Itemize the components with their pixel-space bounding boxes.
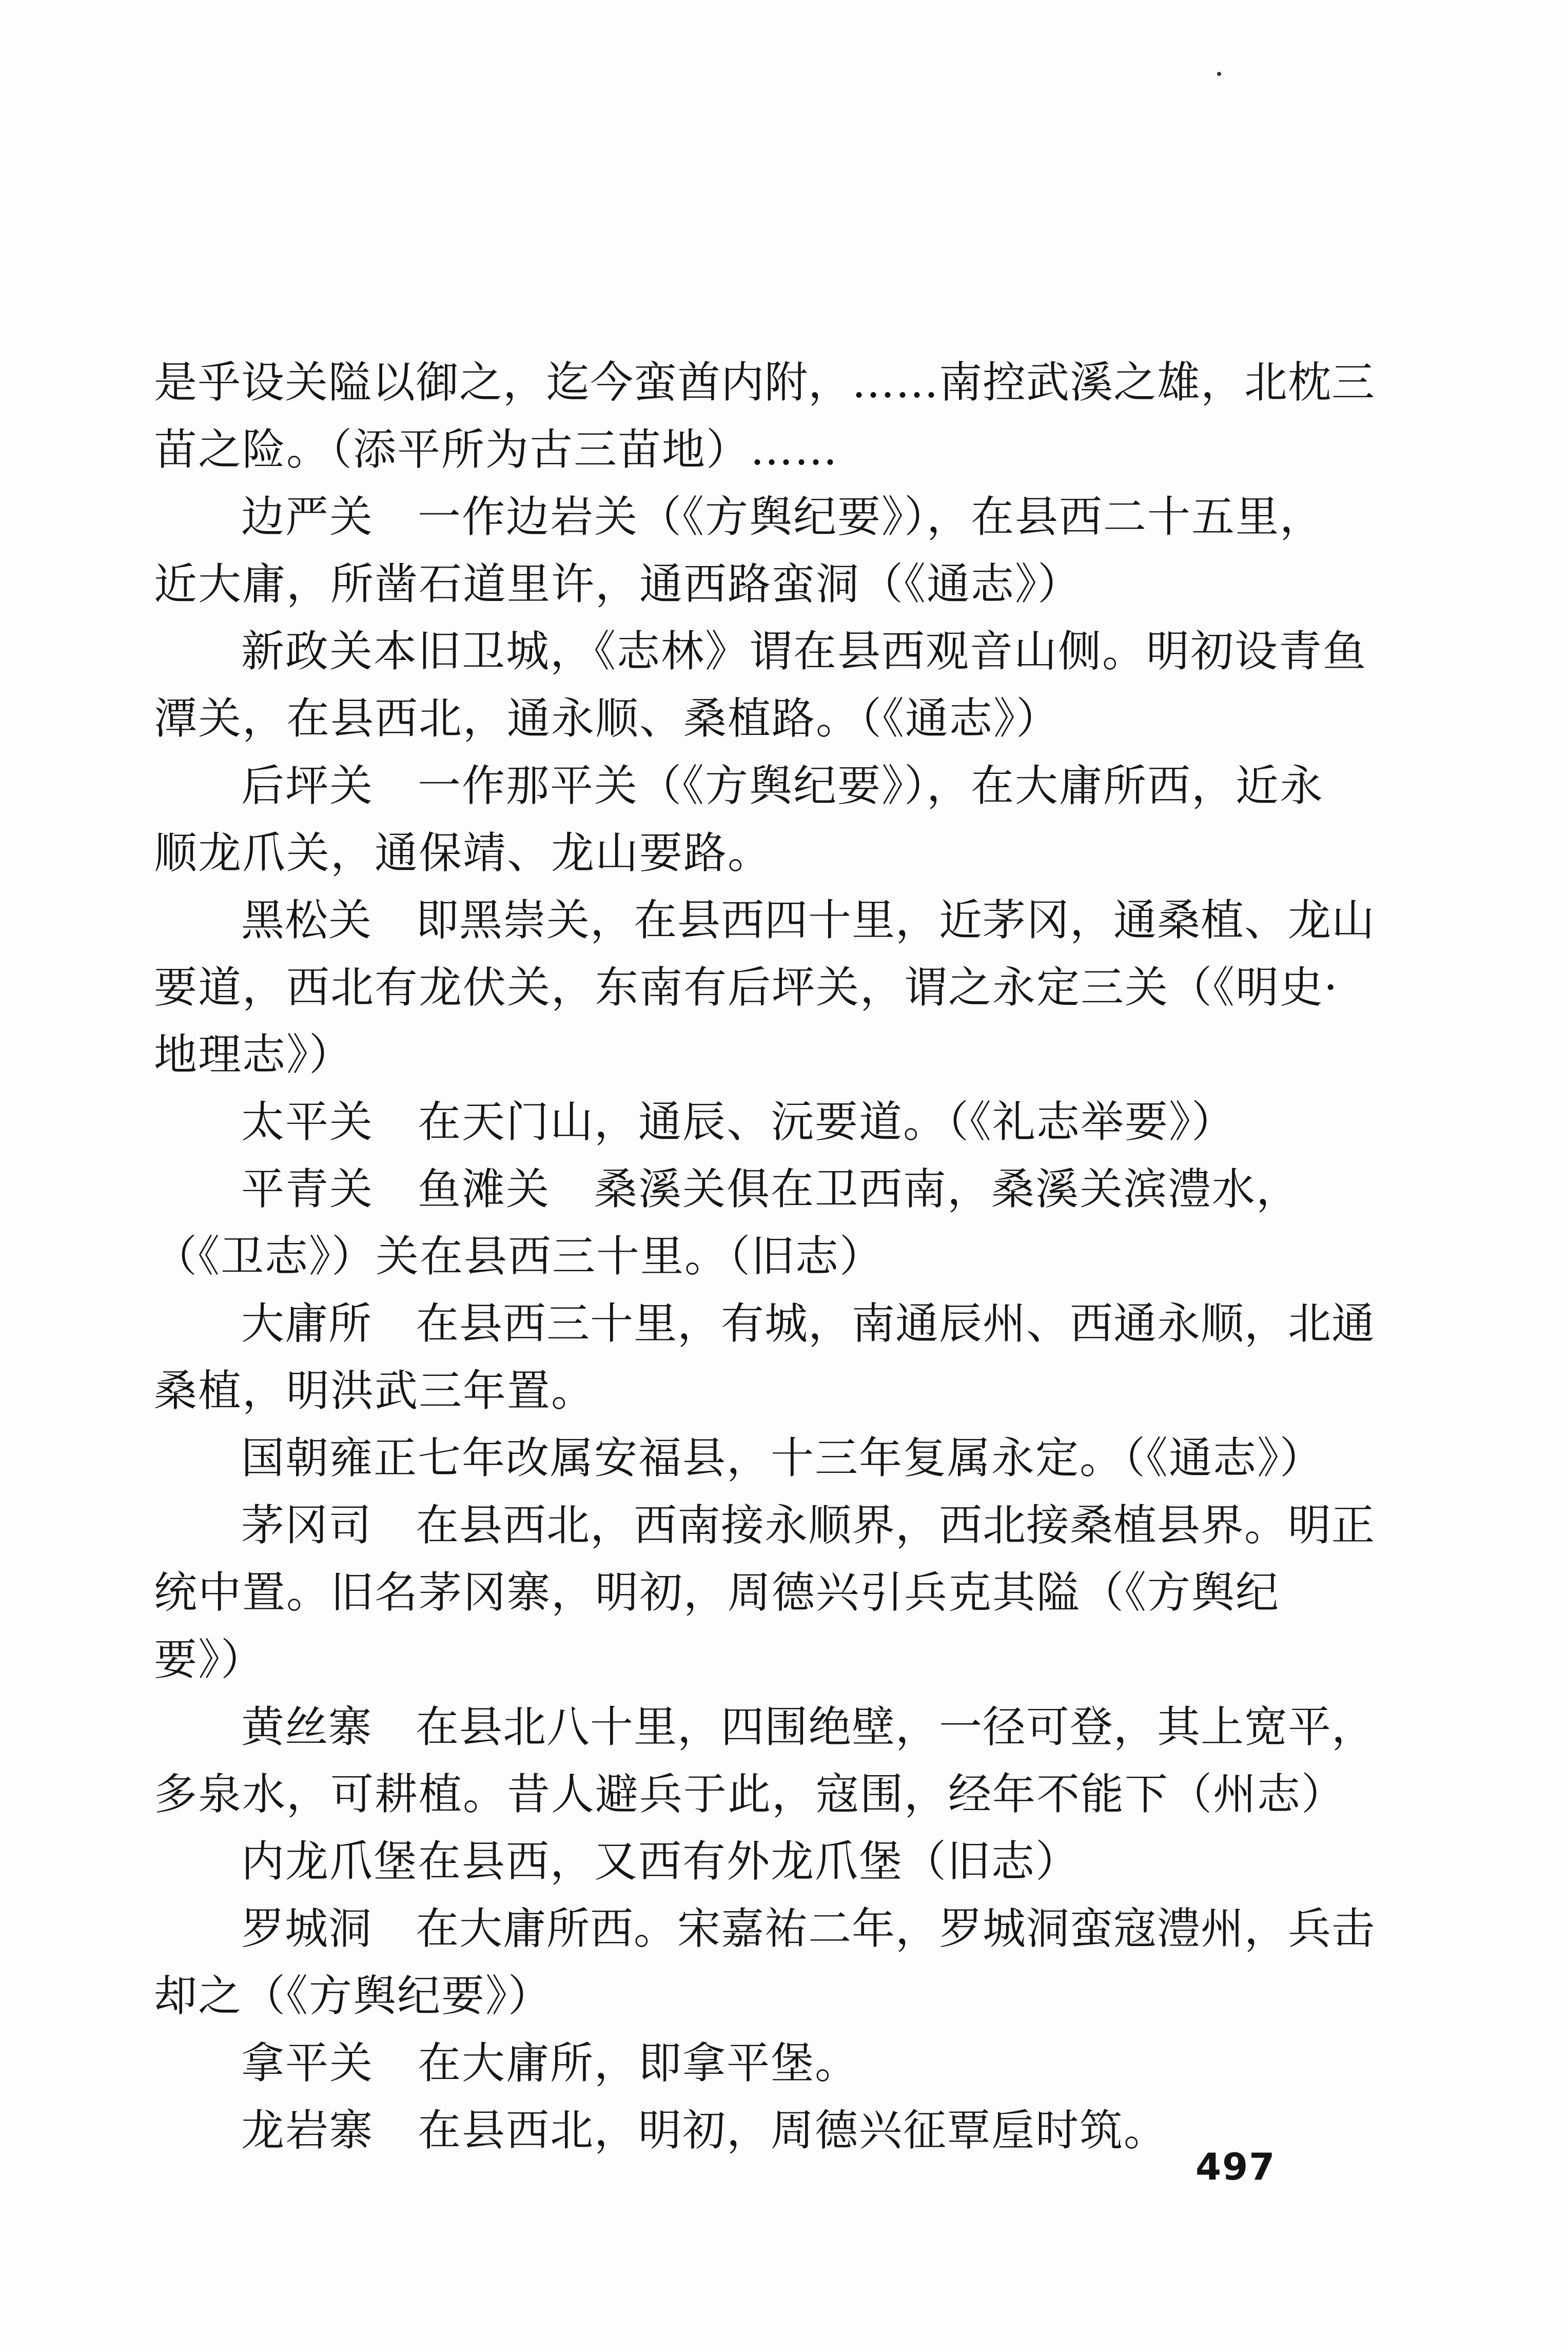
text-line: 地理志》）: [154, 1029, 354, 1080]
scan-speck: [1217, 72, 1221, 76]
text-line: 国朝雍正七年改属安福县，十三年复属永定。（《通志》）: [241, 1433, 1324, 1483]
text-line: 统中置。旧名茅冈寨，明初，周德兴引兵克其隘（《方舆纪: [154, 1567, 1280, 1618]
text-line: 太平关 在天门山，通辰、沅要道。（《礼志举要》）: [241, 1097, 1236, 1147]
text-line: 茅冈司 在县西北，西南接永顺界，西北接桑植县界。明正: [241, 1500, 1376, 1550]
text-line: 桑植，明洪武三年置。: [154, 1366, 596, 1416]
text-line: 黄丝寨 在县北八十里，四围绝壁，一径可登，其上宽平，: [241, 1702, 1376, 1752]
text-line: 平青关 鱼滩关 桑溪关俱在卫西南，桑溪关滨澧水，: [241, 1164, 1301, 1214]
text-line: 边严关 一作边岩关（《方舆纪要》），在县西二十五里，: [241, 492, 1324, 542]
text-line: 苗之险。（添平所为古三苗地）……: [154, 424, 839, 475]
text-line: 后坪关 一作那平关（《方舆纪要》），在大庸所西，近永: [241, 761, 1324, 811]
page-number: 497: [1195, 2145, 1276, 2188]
text-line: 要》）: [154, 1635, 265, 1685]
text-line: （《卫志》）关在县西三十里。（旧志）: [154, 1231, 884, 1281]
text-line: 潭关，在县西北，通永顺、桑植路。（《通志》）: [154, 693, 1061, 744]
text-line: 内龙爪堡在县西，又西有外龙爪堡（旧志）: [241, 1836, 1080, 1887]
text-line: 拿平关 在大庸所，即拿平堡。: [241, 2038, 859, 2088]
text-line: 新政关本旧卫城，《志林》谓在县西观音山侧。明初设青鱼: [241, 626, 1367, 676]
text-line: 要道，西北有龙伏关，东南有后坪关，谓之永定三关（《明史·: [154, 962, 1339, 1013]
body-text: [154, 349, 1385, 2164]
text-line: 黑松关 即黑崇关，在县西四十里，近茅冈，通桑植、龙山: [241, 895, 1376, 945]
text-line: 多泉水，可耕植。昔人避兵于此，寇围，经年不能下（州志）: [154, 1769, 1346, 1819]
text-line: 大庸所 在县西三十里，有城，南通辰州、西通永顺，北通: [241, 1298, 1376, 1349]
text-line: 龙岩寨 在县西北，明初，周德兴征覃垕时筑。: [241, 2105, 1168, 2155]
text-line: 顺龙爪关，通保靖、龙山要路。: [154, 828, 772, 878]
text-line: 是乎设关隘以御之，迄今蛮酋内附，……南控武溪之雄，北枕三: [154, 357, 1376, 407]
text-line: 近大庸，所凿石道里许，通西路蛮洞（《通志》）: [154, 559, 1082, 609]
text-line: 却之（《方舆纪要》）: [154, 1971, 553, 2021]
text-line: 罗城洞 在大庸所西。宋嘉祐二年，罗城洞蛮寇澧州，兵击: [241, 1903, 1376, 1954]
